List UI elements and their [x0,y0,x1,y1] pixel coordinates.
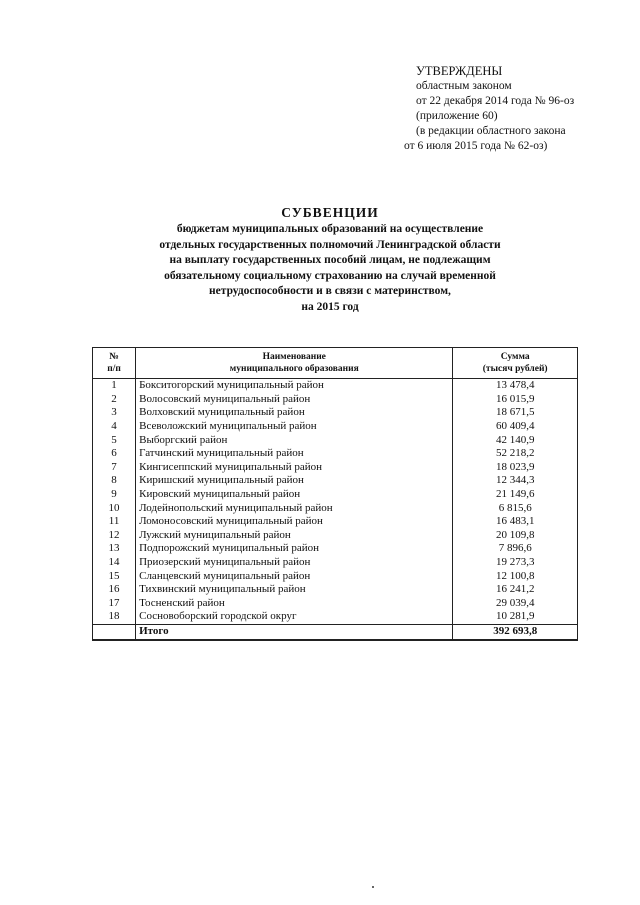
table-row [93,461,578,475]
row-name-cell: Лужский муниципальный район [136,529,453,543]
row-name-cell: Всеволожский муниципальный район [136,420,453,434]
row-number-cell: 8 [93,474,136,488]
row-name-cell: Кингисеппский муниципальный район [136,461,453,475]
row-sum-cell: 42 140,9 [453,433,578,447]
table-row [93,529,578,543]
table-row [93,406,578,420]
row-sum-cell: 20 109,8 [453,529,578,543]
table-row [93,474,578,488]
table-row [93,379,578,393]
table-row [93,501,578,515]
column-header-sum [453,348,578,379]
header-text: Наименование [262,352,326,362]
table-row [93,569,578,583]
approval-line: областным законом [416,80,512,92]
row-number-cell: 11 [93,515,136,529]
row-number-cell: 13 [93,542,136,556]
row-sum-cell: 21 149,6 [453,488,578,502]
row-number-cell: 15 [93,569,136,583]
header-text: муниципального образования [229,364,359,374]
row-name-cell: Ломоносовский муниципальный район [136,515,453,529]
approval-title: УТВЕРЖДЕНЫ [416,64,503,78]
row-number-cell: 17 [93,597,136,611]
row-name-cell: Подпорожский муниципальный район [136,542,453,556]
approval-line: от 6 июля 2015 года № 62-оз) [404,140,548,152]
table-row [93,610,578,624]
header-text: № [109,352,119,362]
row-sum-cell: 16 015,9 [453,393,578,407]
table-row [93,433,578,447]
table-row [93,420,578,434]
row-number-cell: 9 [93,488,136,502]
header-text: (тысяч рублей) [482,364,548,374]
row-sum-cell: 7 896,6 [453,542,578,556]
row-number-cell: 4 [93,420,136,434]
document-title: СУБВЕНЦИИ [281,205,379,220]
table-total-row [93,624,578,640]
row-name-cell: Сланцевский муниципальный район [136,569,453,583]
heading-line: на 2015 год [301,300,359,313]
row-sum-cell: 16 483,1 [453,515,578,529]
heading-line: обязательному социальному страхованию на случай временной [164,269,496,282]
row-name-cell: Приозерский муниципальный район [136,556,453,570]
row-sum-cell: 18 023,9 [453,461,578,475]
approval-line: от 22 декабря 2014 года № 96-оз [416,95,575,107]
row-sum-cell: 12 344,3 [453,474,578,488]
row-sum-cell: 12 100,8 [453,569,578,583]
row-name-cell: Тихвинский муниципальный район [136,583,453,597]
table-row [93,393,578,407]
row-number-cell: 6 [93,447,136,461]
row-sum-cell: 10 281,9 [453,610,578,624]
table-row [93,556,578,570]
table-row [93,542,578,556]
row-number-cell: 14 [93,556,136,570]
row-sum-cell: 13 478,4 [453,379,578,393]
row-number-cell: 5 [93,433,136,447]
row-number-cell: 12 [93,529,136,543]
row-name-cell: Бокситогорский муниципальный район [136,379,453,393]
heading-line: бюджетам муниципальных образований на осуществление [176,223,484,235]
row-name-cell: Волосовский муниципальный район [136,393,453,407]
table-row [93,447,578,461]
table-row [93,597,578,611]
approval-stamp [400,64,630,154]
subventions-table [92,347,578,641]
row-name-cell: Кировский муниципальный район [136,488,453,502]
scan-speck [372,886,374,888]
table-row [93,488,578,502]
table-header-row [93,348,578,379]
row-number-cell: 10 [93,501,136,515]
row-number-cell: 18 [93,610,136,624]
table-body [93,379,578,625]
row-number-cell: 1 [93,379,136,393]
header-text: Сумма [500,352,530,362]
heading-line: отдельных государственных полномочий Ленинградской области [159,238,501,251]
table-row [93,515,578,529]
approval-line: (приложение 60) [416,110,498,122]
row-number-cell: 3 [93,406,136,420]
row-sum-cell: 52 218,2 [453,447,578,461]
row-name-cell: Тосненский район [136,597,453,611]
row-name-cell: Гатчинский муниципальный район [136,447,453,461]
row-number-cell: 7 [93,461,136,475]
row-name-cell: Сосновоборский городской округ [136,610,453,624]
row-name-cell: Волховский муниципальный район [136,406,453,420]
row-number-cell: 16 [93,583,136,597]
row-number-cell: 2 [93,393,136,407]
total-sum-cell: 392 693,8 [453,624,578,640]
column-header-number [93,348,136,379]
total-label-cell: Итого [136,624,453,640]
heading-line: нетрудоспособности и в связи с материнством, [209,285,451,297]
header-text: п/п [107,364,121,374]
table-row [93,583,578,597]
row-sum-cell: 29 039,4 [453,597,578,611]
document-heading [80,204,580,315]
row-name-cell: Выборгский район [136,433,453,447]
row-sum-cell: 19 273,3 [453,556,578,570]
row-name-cell: Киришский муниципальный район [136,474,453,488]
column-header-name [136,348,453,379]
row-sum-cell: 60 409,4 [453,420,578,434]
row-sum-cell: 18 671,5 [453,406,578,420]
approval-line: (в редакции областного закона [416,125,566,137]
heading-line: на выплату государственных пособий лицам, не подлежащим [169,254,491,266]
row-sum-cell: 16 241,2 [453,583,578,597]
row-sum-cell: 6 815,6 [453,501,578,515]
total-number-cell [93,624,136,640]
row-name-cell: Лодейнопольский муниципальный район [136,501,453,515]
